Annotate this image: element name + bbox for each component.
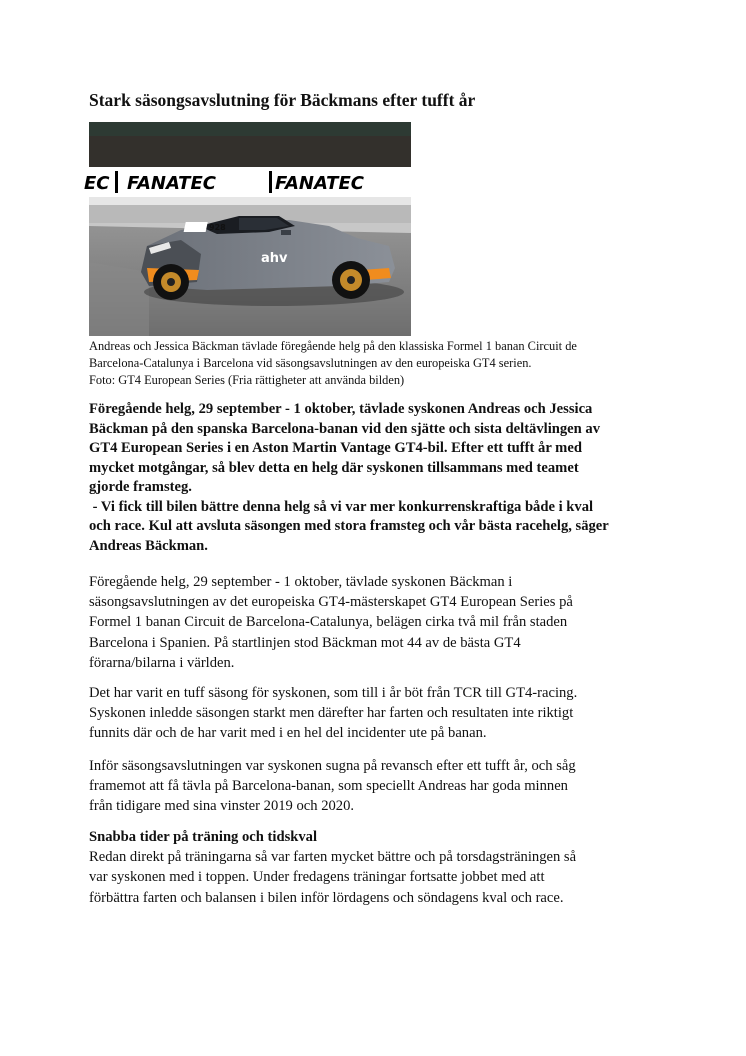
- paragraph-line: var syskonen med i toppen. Under fredagens träningar fortsatte jobbet med att: [89, 869, 545, 886]
- paragraph-line: från tidigare med sina vinster 2019 och 2020.: [89, 798, 355, 815]
- paragraph-line: Syskonen inledde säsongen starkt men därefter har farten och resultaten inte riktigt: [89, 705, 574, 722]
- caption-line: Andreas och Jessica Bäckman tävlade föregående helg på den klassiska Formel 1 banan Circuit de: [89, 339, 577, 353]
- lead-line: mycket motgångar, så blev detta en helg där syskonen tillsammans med teamet: [89, 459, 579, 476]
- paragraph-line: Inför säsongsavslutningen var syskonen sugna på revansch efter ett tufft år, och såg: [89, 758, 576, 774]
- section-subheading: Snabba tider på träning och tidskval: [89, 829, 318, 845]
- body-paragraph-2: [89, 683, 664, 744]
- paragraph-line: Det har varit en tuff säsong för syskonen, som till i år böt från TCR till GT4-racing.: [89, 685, 578, 701]
- car-number: 928: [209, 223, 226, 232]
- lead-line: Andreas Bäckman.: [89, 537, 208, 554]
- paragraph-line: Formel 1 banan Circuit de Barcelona-Catalunya, belägen cirka två mil från staden: [89, 614, 568, 631]
- body-paragraph-4: [89, 827, 664, 908]
- caption-line: Barcelona-Catalunya i Barcelona vid säsongsavslutningen av den europeiska GT4 serien.: [89, 356, 532, 370]
- banner-text-fanatec-2: FANATEC: [275, 173, 364, 194]
- paragraph-line: Redan direkt på träningarna så var farten mycket bättre och på torsdagsträningen så: [89, 849, 577, 866]
- banner-text-fanatec-1: FANATEC: [127, 173, 216, 194]
- body-paragraph-3: [89, 756, 664, 817]
- caption-line: Foto: GT4 European Series (Fria rättigheter att använda bilden): [89, 373, 405, 387]
- paragraph-line: framemot att få tävla på Barcelona-banan, som speciellt Andreas har goda minnen: [89, 778, 568, 795]
- lead-line: - Vi fick till bilen bättre denna helg så vi var mer konkurrenskraftiga både i kval: [89, 498, 594, 515]
- car-sponsor-text: ahv: [261, 251, 288, 266]
- article-photo: [84, 122, 411, 336]
- photo-caption: [89, 338, 669, 389]
- lead-paragraph: [89, 400, 664, 556]
- lead-line: gjorde framsteg.: [89, 479, 192, 495]
- body-paragraph-1: [89, 572, 664, 673]
- paragraph-line: funnits där och de har varit med i en hel del incidenter ute på banan.: [89, 725, 487, 742]
- lead-line: Föregående helg, 29 september - 1 oktober, tävlade syskonen Andreas och Jessica: [89, 401, 593, 417]
- lead-line: GT4 European Series i en Aston Martin Vantage GT4-bil. Efter ett tufft år med: [89, 440, 582, 456]
- paragraph-line: säsongsavslutningen av det europeiska GT4-mästerskapet GT4 European Series på: [89, 594, 573, 611]
- paragraph-line: förarna/bilarna i världen.: [89, 654, 235, 671]
- lead-line: Bäckman på den spanska Barcelona-banan vid den sjätte och sista deltävlingen av: [89, 420, 601, 437]
- paragraph-line: Barcelona i Spanien. På startlinjen stod Bäckman mot 44 av de bästa GT4: [89, 634, 521, 651]
- banner-text-partial: EC: [84, 173, 110, 194]
- article-title: Stark säsongsavslutning för Bäckmans efter tufft år: [89, 90, 476, 110]
- paragraph-line: Föregående helg, 29 september - 1 oktober, tävlade syskonen Bäckman i: [89, 574, 513, 590]
- paragraph-line: förbättra farten och balansen i bilen inför lördagens och söndagens kval och race.: [89, 889, 564, 906]
- lead-line: och race. Kul att avsluta säsongen med stora framsteg och vår bästa racehelg, säger: [89, 518, 609, 534]
